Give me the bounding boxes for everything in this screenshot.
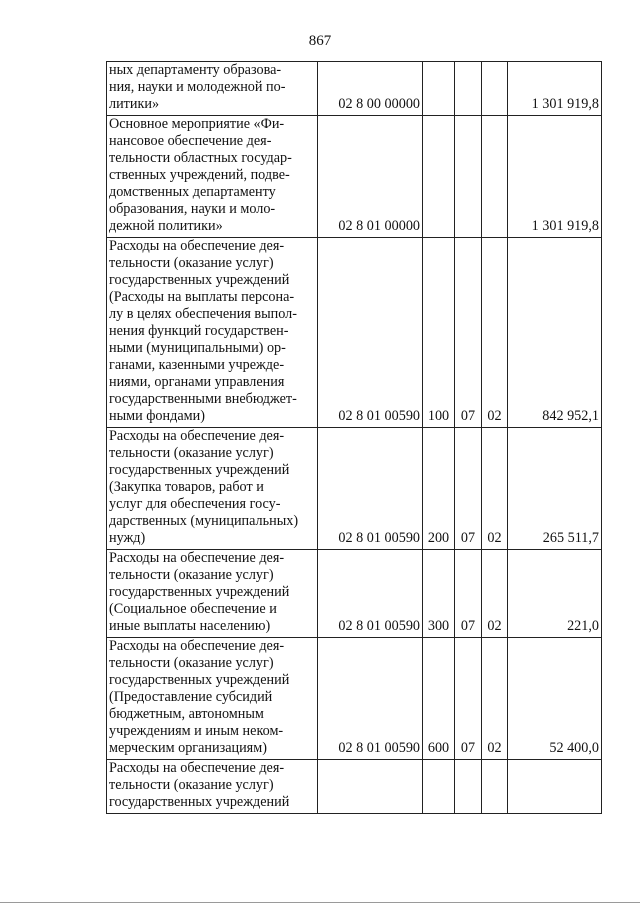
target-article-code-cell: [318, 428, 423, 550]
section-code-cell: [455, 638, 482, 760]
subsection-code-cell: [482, 550, 508, 638]
row-description-cell: [107, 760, 318, 814]
page-bottom-rule: [0, 902, 640, 903]
amount-cell: [508, 550, 602, 638]
row-description-cell: [107, 116, 318, 238]
expense-type-code: 600: [427, 740, 450, 756]
section-code-cell: [455, 62, 482, 116]
target-article-code-cell: [318, 760, 423, 814]
expense-type-code-cell: [423, 550, 455, 638]
table-row: [107, 116, 602, 238]
target-article-code: 02 8 01 00590: [338, 740, 420, 756]
table-row: [107, 638, 602, 760]
row-description-cell: [107, 638, 318, 760]
table-row: [107, 238, 602, 428]
amount-cell: [508, 428, 602, 550]
table-row: [107, 760, 602, 814]
expense-type-code-cell: [423, 638, 455, 760]
section-code: 07: [460, 530, 476, 546]
target-article-code-cell: [318, 116, 423, 238]
section-code-cell: [455, 760, 482, 814]
amount-cell: [508, 116, 602, 238]
target-article-code: 02 8 01 00590: [338, 530, 420, 546]
subsection-code: 02: [487, 740, 502, 756]
expense-type-code: 300: [427, 618, 450, 634]
table-row: [107, 428, 602, 550]
amount-cell: [508, 760, 602, 814]
row-description: Основное мероприятие «Фи- нансовое обеспечение дея- тельности областных государ- ственных учреждений, подве- домственных департаменту образования, науки и моло- дежной политики»: [109, 116, 292, 234]
section-code: 07: [460, 618, 476, 634]
subsection-code-cell: [482, 428, 508, 550]
amount-cell: [508, 62, 602, 116]
target-article-code: 02 8 00 00000: [338, 96, 420, 112]
amount: 265 511,7: [542, 530, 599, 546]
subsection-code: 02: [487, 408, 502, 424]
subsection-code-cell: [482, 116, 508, 238]
amount-cell: [508, 638, 602, 760]
target-article-code-cell: [318, 638, 423, 760]
expense-type-code: 200: [427, 530, 450, 546]
table-row: [107, 550, 602, 638]
amount-cell: [508, 238, 602, 428]
section-code: 07: [460, 408, 476, 424]
subsection-code-cell: [482, 62, 508, 116]
expense-type-code-cell: [423, 116, 455, 238]
row-description-cell: [107, 62, 318, 116]
subsection-code: 02: [487, 530, 502, 546]
target-article-code-cell: [318, 238, 423, 428]
subsection-code-cell: [482, 760, 508, 814]
amount: 1 301 919,8: [531, 96, 599, 112]
target-article-code: 02 8 01 00590: [338, 408, 420, 424]
expense-type-code-cell: [423, 760, 455, 814]
subsection-code-cell: [482, 238, 508, 428]
row-description: Расходы на обеспечение дея- тельности (оказание услуг) государственных учреждений (Закупка товаров, работ и услуг для обеспечения госу- дарственных (муниципальных) нужд): [109, 428, 299, 546]
row-description: Расходы на обеспечение дея- тельности (оказание услуг) государственных учреждений (Предоставление субсидий бюджетным, автономным учреждениям и иным неком- мерческим организациям): [109, 638, 290, 756]
budget-table: [106, 61, 602, 814]
table-row: [107, 62, 602, 116]
section-code-cell: [455, 428, 482, 550]
amount: 1 301 919,8: [531, 218, 599, 234]
row-description: Расходы на обеспечение дея- тельности (оказание услуг) государственных учреждений (Социальное обеспечение и иные выплаты населению): [109, 550, 290, 634]
row-description: ных департаменту образова- ния, науки и молодежной по- литики»: [109, 62, 286, 112]
row-description-cell: [107, 550, 318, 638]
section-code-cell: [455, 550, 482, 638]
row-description-cell: [107, 238, 318, 428]
row-description-cell: [107, 428, 318, 550]
target-article-code-cell: [318, 550, 423, 638]
target-article-code-cell: [318, 62, 423, 116]
subsection-code-cell: [482, 638, 508, 760]
expense-type-code: 100: [427, 408, 450, 424]
section-code: 07: [460, 740, 476, 756]
expense-type-code-cell: [423, 238, 455, 428]
target-article-code: 02 8 01 00590: [338, 618, 420, 634]
target-article-code: 02 8 01 00000: [338, 218, 420, 234]
section-code-cell: [455, 116, 482, 238]
amount: 52 400,0: [549, 740, 599, 756]
expense-type-code-cell: [423, 428, 455, 550]
section-code-cell: [455, 238, 482, 428]
amount: 842 952,1: [542, 408, 599, 424]
row-description: Расходы на обеспечение дея- тельности (оказание услуг) государственных учреждений: [109, 760, 290, 810]
subsection-code: 02: [487, 618, 502, 634]
amount: 221,0: [567, 618, 599, 634]
page-number: 867: [308, 33, 332, 49]
row-description: Расходы на обеспечение дея- тельности (оказание услуг) государственных учреждений (Расходы на выплаты персона- лу в целях обеспечения выпол- нения функций государствен- ными (муниципальными) ор- ганами, казенными учрежде- ниями, органами управления государственными внебюджет- ными фондами): [109, 238, 297, 424]
expense-type-code-cell: [423, 62, 455, 116]
